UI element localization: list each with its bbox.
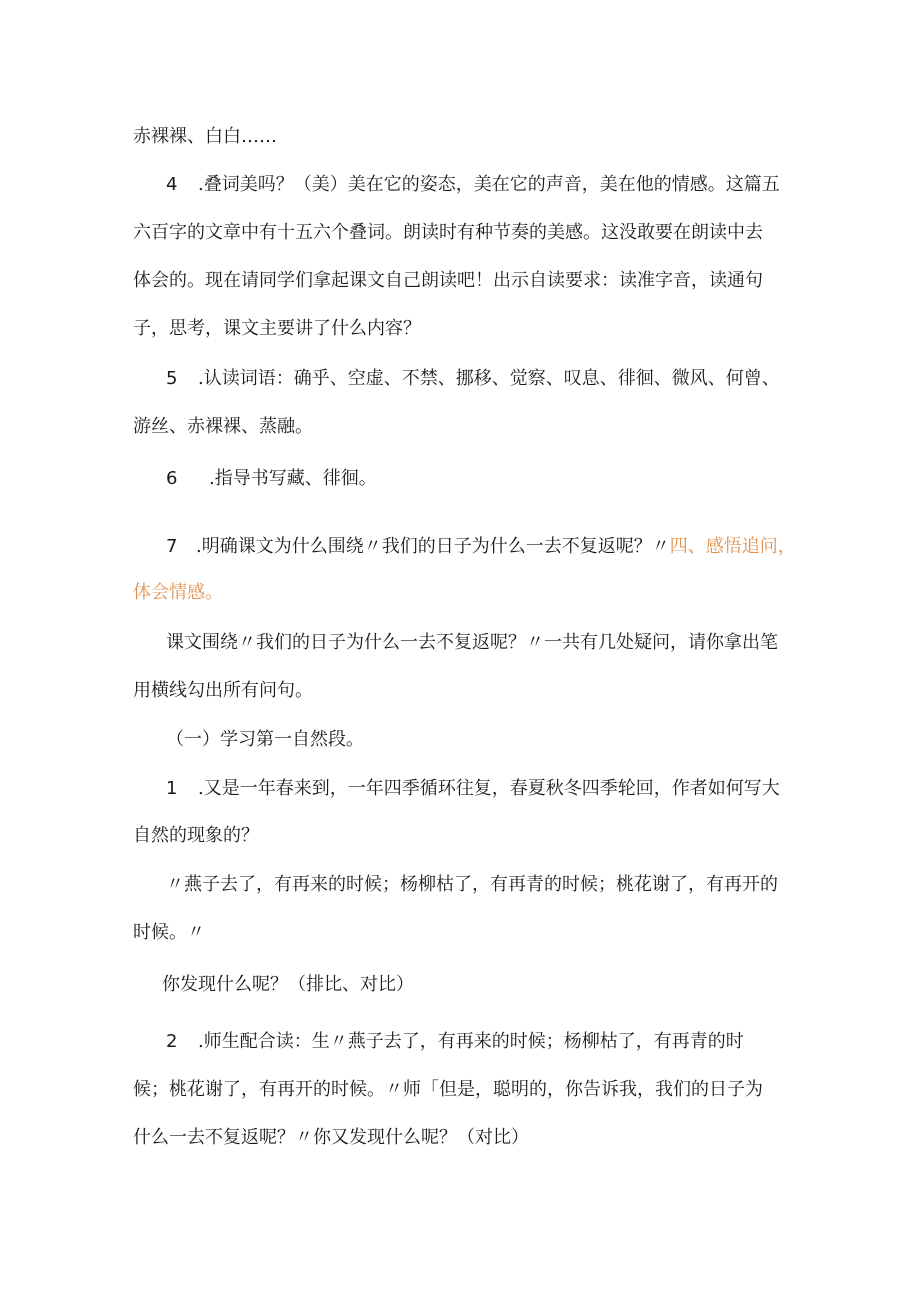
text-line bbox=[133, 316, 421, 342]
line-text: .认读词语：确乎、空虚、不禁、挪移、觉察、叹息、徘徊、微风、何曾、 bbox=[198, 368, 780, 389]
line-text: .指导书写藏、徘徊。 bbox=[209, 468, 377, 489]
text-line bbox=[133, 823, 259, 849]
line-text: 子，思考，课文主要讲了什么内容？ bbox=[133, 318, 421, 339]
line-text: 自然的现象的？ bbox=[133, 825, 259, 846]
text-line bbox=[133, 220, 763, 246]
paragraph-start bbox=[166, 630, 778, 656]
line-text: 时候。〃 bbox=[133, 922, 205, 943]
line-text: 赤裸裸、白白…… bbox=[133, 126, 277, 147]
item-number: 7 bbox=[166, 536, 178, 557]
list-item-7 bbox=[166, 534, 796, 560]
section-heading: 四、感悟追问， bbox=[669, 536, 796, 557]
list-item-5 bbox=[166, 366, 780, 392]
list-item-4 bbox=[166, 172, 780, 198]
line-text: 体会情感。 bbox=[133, 582, 223, 603]
line-text: 〃燕子去了，有再来的时候；杨柳枯了，有再青的时候；桃花谢了，有再开的 bbox=[166, 874, 778, 895]
item-number: 5 bbox=[166, 368, 178, 389]
list-item-6 bbox=[166, 466, 377, 492]
line-text: 体会的。现在请同学们拿起课文自己朗读吧！出示自读要求：读准字音，读通句 bbox=[133, 270, 763, 291]
line-text: .又是一年春来到，一年四季循环往复，春夏秋冬四季轮回，作者如何写大 bbox=[198, 778, 780, 799]
text-line bbox=[133, 268, 763, 294]
line-text: 什么一去不复返呢？〃你又发现什么呢？（对比） bbox=[133, 1127, 529, 1148]
line-text: .师生配合读：生〃燕子去了，有再来的时候；杨柳枯了，有再青的时 bbox=[198, 1031, 744, 1052]
line-text: （一）学习第一自然段。 bbox=[166, 729, 364, 750]
section-heading-continued bbox=[133, 580, 223, 606]
text-line bbox=[133, 1077, 763, 1103]
text-line bbox=[133, 1125, 529, 1151]
line-text: .叠词美吗？（美）美在它的姿态，美在它的声音，美在他的情感。这篇五 bbox=[198, 174, 780, 195]
list-item-1 bbox=[166, 776, 780, 802]
line-text: 六百字的文章中有十五六个叠词。朗读时有种节奏的美感。这没敢要在朗读中去 bbox=[133, 222, 763, 243]
quote-line bbox=[166, 872, 778, 898]
item-number: 2 bbox=[166, 1031, 178, 1052]
question-line bbox=[162, 972, 414, 998]
text-line bbox=[133, 920, 205, 946]
list-item-2 bbox=[166, 1029, 744, 1055]
line-text: 游丝、赤裸裸、蒸融。 bbox=[133, 416, 313, 437]
text-line bbox=[133, 678, 313, 704]
line-text: 你发现什么呢？（排比、对比） bbox=[162, 974, 414, 995]
subsection-heading bbox=[166, 727, 364, 753]
line-text: 用横线勾出所有问句。 bbox=[133, 680, 313, 701]
text-line bbox=[133, 124, 277, 150]
text-line bbox=[133, 414, 313, 440]
line-text: 课文围绕〃我们的日子为什么一去不复返呢？〃一共有几处疑问，请你拿出笔 bbox=[166, 632, 778, 653]
item-number: 1 bbox=[166, 778, 178, 799]
item-number: 6 bbox=[166, 468, 178, 489]
item-number: 4 bbox=[166, 174, 178, 195]
line-text: .明确课文为什么围绕〃我们的日子为什么一去不复返呢？〃 bbox=[196, 536, 670, 557]
line-text: 候；桃花谢了，有再开的时候。〃师「但是，聪明的，你告诉我，我们的日子为 bbox=[133, 1079, 763, 1100]
